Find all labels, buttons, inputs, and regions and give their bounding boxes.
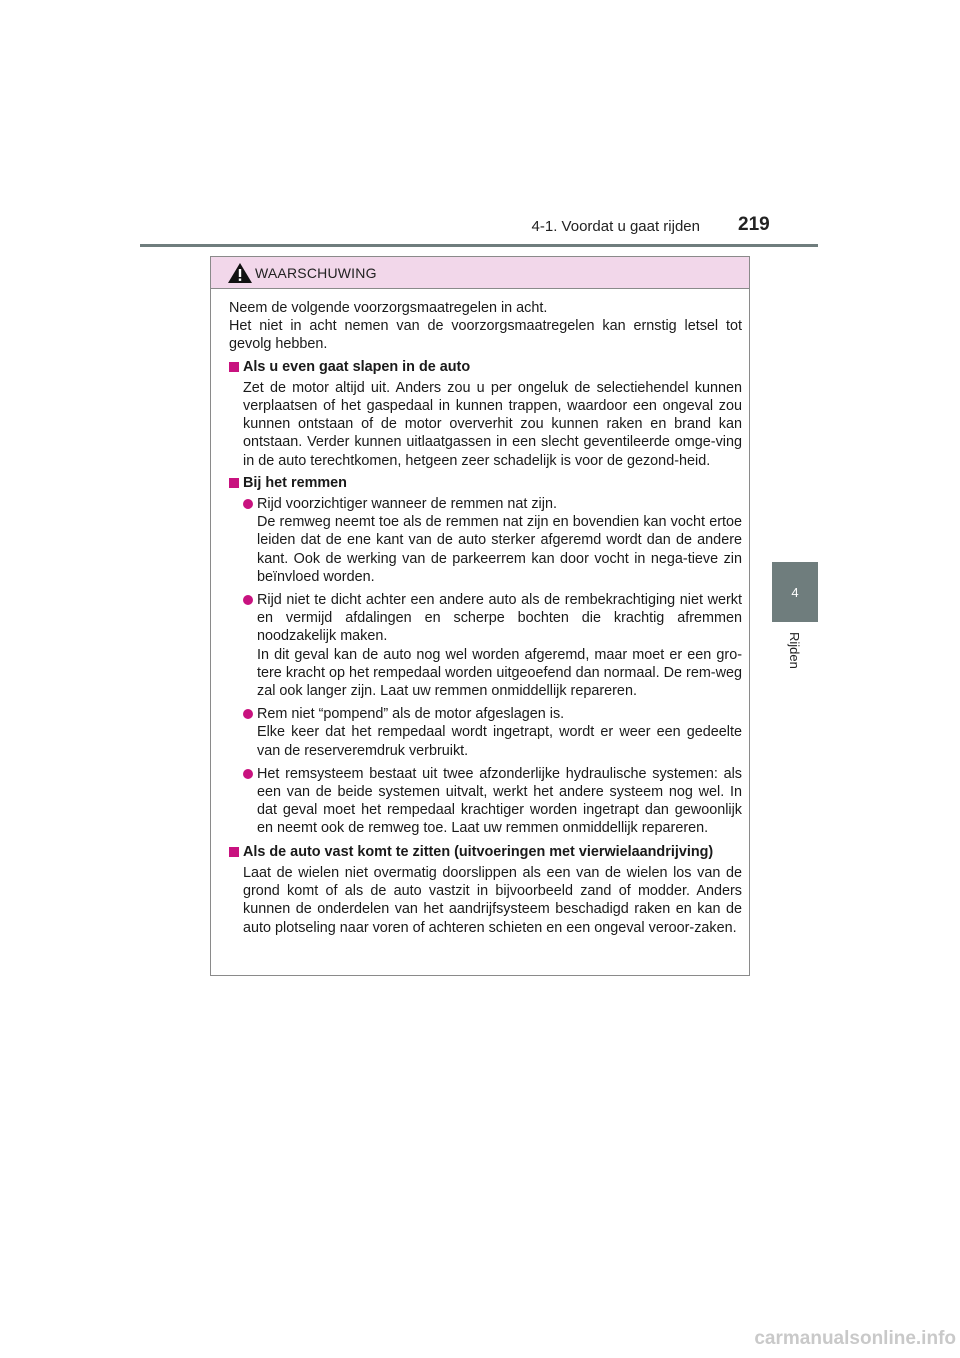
square-bullet-icon	[229, 478, 239, 488]
square-bullet-icon	[229, 847, 239, 857]
warning-box	[210, 256, 750, 976]
dot-bullet-icon	[243, 499, 253, 509]
bullet-text: De remweg neemt toe als de remmen nat zijn en bovendien kan vocht ertoe leiden dat de ene kant van de auto sterker afgeremd wordt dan de andere kant. Ook de werking van de parkeerrem kan door vocht in nega-tieve zin beïnvloed worden.	[257, 514, 742, 585]
dot-bullet-icon	[243, 595, 253, 605]
section-title-stuck	[229, 843, 742, 861]
warning-body	[211, 289, 749, 937]
section-title-text: Als de auto vast komt te zitten (uitvoeringen met vierwielaandrijving)	[243, 843, 714, 860]
bullet-lead: Het remsysteem bestaat uit twee afzonderlijke hydraulische systemen: als een van de beide systemen uitvalt, werkt het andere systeem nog wel. In dat geval moet het rempedaal krachtiger worden ingetrapt dan gewoonlijk en neemt ook de remweg toe. Laat uw remmen onmiddellijk repareren.	[257, 765, 742, 837]
chapter-tab	[772, 562, 818, 622]
bullet-lead: Rijd niet te dicht achter een andere auto als de rembekrachtiging niet werkt en vermijd afdalingen en scherpe bochten die krachtig afremmen noodzakelijk maken.	[257, 592, 742, 645]
header-divider	[140, 244, 818, 247]
header-section-title: 4-1. Voordat u gaat rijden	[531, 218, 700, 235]
square-bullet-icon	[229, 362, 239, 372]
list-item	[229, 765, 742, 838]
warning-title: WAARSCHUWING	[255, 264, 377, 281]
chapter-label: Rijden	[787, 632, 802, 669]
bullet-text: In dit geval kan de auto nog wel worden afgeremd, maar moet er een gro-tere kracht op het rempedaal worden uitgeoefend dan normaal. De rem-weg zal ook langer zijn. Laat uw remmen onmiddellijk repareren.	[257, 646, 742, 700]
page-number: 219	[738, 214, 770, 235]
list-item	[229, 495, 742, 586]
section-title-sleeping	[229, 358, 742, 376]
warning-triangle-icon	[227, 262, 253, 284]
section-title-text: Als u even gaat slapen in de auto	[243, 358, 471, 375]
warning-intro: Neem de volgende voorzorgsmaatregelen in acht. Het niet in acht nemen van de voorzorgsmaatregelen kan ernstig letsel tot gevolg hebben.	[229, 300, 742, 353]
watermark: carmanualsonline.info	[754, 1328, 956, 1349]
section-title-text: Bij het remmen	[243, 474, 347, 491]
dot-bullet-icon	[243, 769, 253, 779]
chapter-label-container	[770, 632, 820, 692]
bullet-text: Elke keer dat het rempedaal wordt ingetrapt, wordt er weer een gedeelte van de reserveremdruk verbruikt.	[257, 724, 742, 759]
dot-bullet-icon	[243, 709, 253, 719]
list-item	[229, 705, 742, 760]
section-text-sleeping: Zet de motor altijd uit. Anders zou u per ongeluk de selectiehendel kunnen verplaatsen of het gaspedaal in kunnen trappen, waardoor een ongeval zou kunnen ontstaan of de motor oververhit zou kunnen raken en brand kan ontstaan. Verder kunnen uitlaatgassen in een slecht geventileerde omge-ving in de auto terechtkomen, hetgeen zeer schadelijk is voor de gezond-heid.	[243, 379, 742, 469]
list-item	[229, 591, 742, 700]
chapter-number: 4	[791, 584, 799, 600]
bullet-lead: Rijd voorzichtiger wanneer de remmen nat zijn.	[257, 496, 557, 513]
bullet-lead: Rem niet “pompend” als de motor afgeslagen is.	[257, 706, 565, 723]
section-title-braking	[229, 474, 742, 492]
section-text-stuck: Laat de wielen niet overmatig doorslippen als een van de wielen los van de grond komt of als de auto vastzit in bijvoorbeeld zand of modder. Anders kunnen de onderdelen van het aandrijfsysteem beschadigd raken en kan de auto plotseling naar voren of achteren schieten en een ongeval veroor-zaken.	[243, 864, 742, 936]
warning-header	[211, 257, 749, 289]
